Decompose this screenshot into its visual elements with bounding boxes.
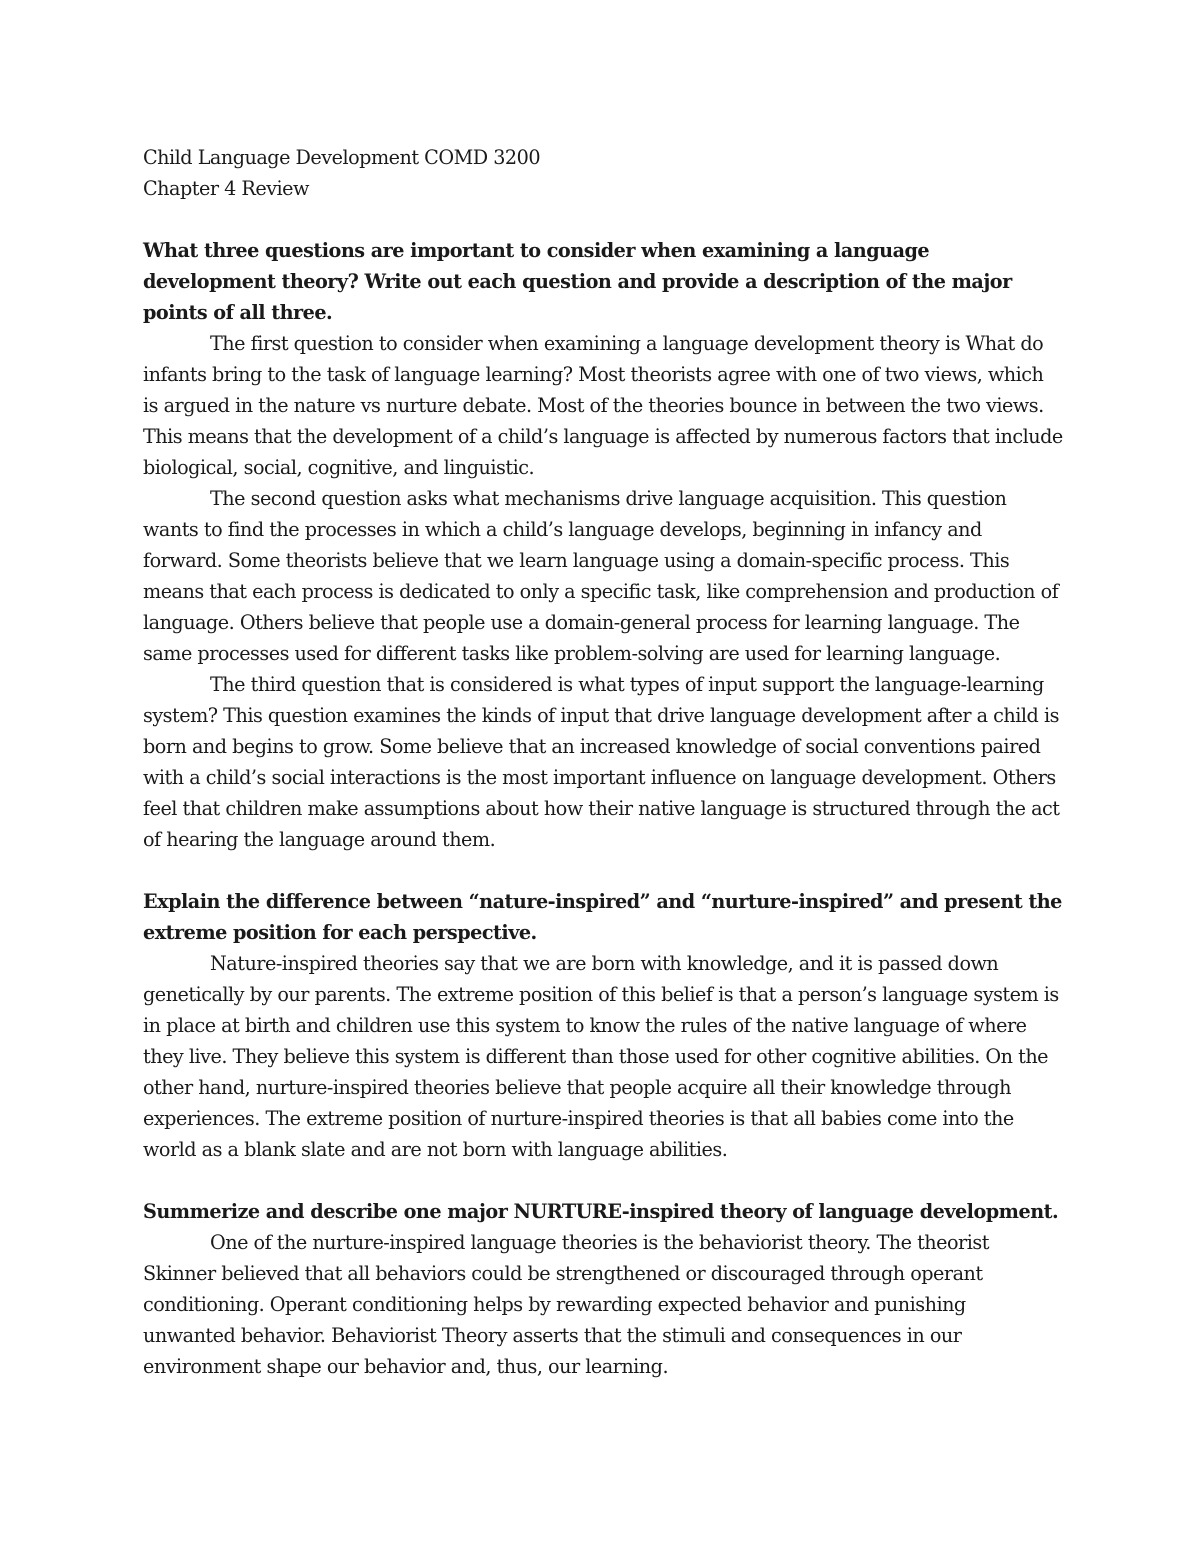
answer-paragraph: The first question to consider when examining a language development theory is What do infants bring to the task of language learning? Most theorists agree with one of two views, which is argued in the nature vs nurture debate. Most of the theories bounce in between the two views. This means that the development of a child’s language is affected by numerous factors that include biological, social, cognitive, and linguistic. — [143, 332, 1063, 479]
course-title: Child Language Development COMD 3200 — [143, 146, 541, 169]
spacer — [143, 1165, 1063, 1196]
chapter-title: Chapter 4 Review — [143, 177, 309, 200]
answer-paragraph: One of the nurture-inspired language theories is the behaviorist theory. The theorist Skinner believed that all behaviors could be strengthened or discouraged through operant conditioning. Operant conditioning helps by rewarding expected behavior and punishing unwanted behavior. Behaviorist Theory asserts that the stimuli and consequences in our environment shape our behavior and, thus, our learning. — [143, 1231, 989, 1378]
spacer — [143, 204, 1063, 235]
spacer — [143, 855, 1063, 886]
question-heading: What three questions are important to consider when examining a language development theory? Write out each question and provide a description of the major points of all three. — [143, 239, 1012, 324]
question-heading: Explain the difference between “nature-inspired” and “nurture-inspired” and present the extreme position for each perspective. — [143, 890, 1062, 944]
section-2 — [143, 886, 1063, 1165]
answer-paragraph: The second question asks what mechanisms drive language acquisition. This question wants to find the processes in which a child’s language develops, beginning in infancy and forward. Some theorists believe that we learn language using a domain-specific process. This means that each process is dedicated to only a specific task, like comprehension and production of language. Others believe that people use a domain-general process for learning language. The same processes used for different tasks like problem-solving are used for learning language. — [143, 487, 1059, 665]
section-1 — [143, 235, 1063, 855]
answer-paragraph: The third question that is considered is what types of input support the language-learning system? This question examines the kinds of input that drive language development after a child is born and begins to grow. Some believe that an increased knowledge of social conventions paired with a child’s social interactions is the most important influence on language development. Others feel that children make assumptions about how their native language is structured through the act of hearing the language around them. — [143, 673, 1060, 851]
document-page — [143, 142, 1063, 1382]
answer-paragraph: Nature-inspired theories say that we are born with knowledge, and it is passed down genetically by our parents. The extreme position of this belief is that a person’s language system is in place at birth and children use this system to know the rules of the native language of where they live. They believe this system is different than those used for other cognitive abilities. On the other hand, nurture-inspired theories believe that people acquire all their knowledge through experiences. The extreme position of nurture-inspired theories is that all babies come into the world as a blank slate and are not born with language abilities. — [143, 952, 1059, 1161]
section-3 — [143, 1196, 1063, 1382]
question-heading: Summerize and describe one major NURTURE-inspired theory of language development. — [143, 1200, 1059, 1223]
